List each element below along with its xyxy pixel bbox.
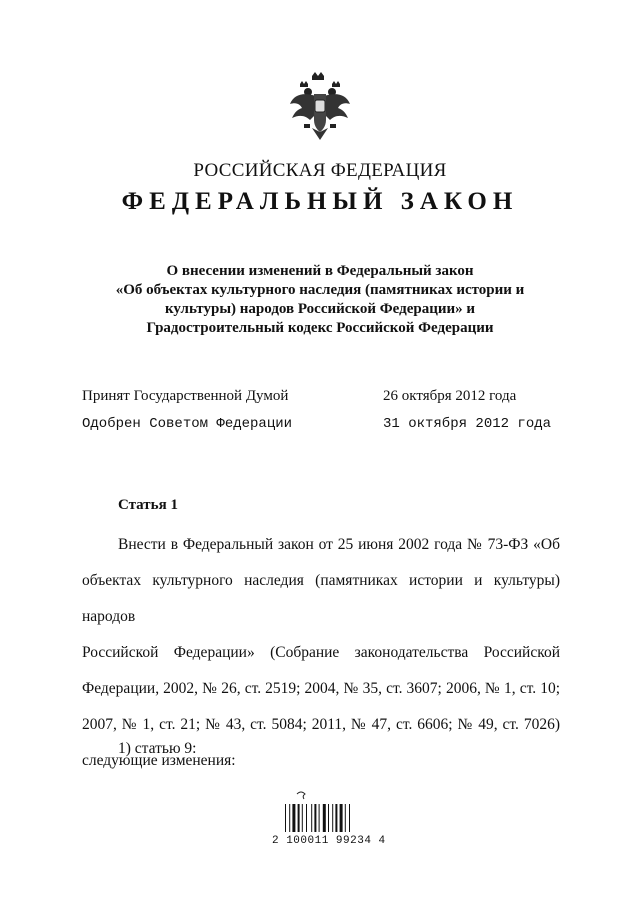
approved-council-label: Одобрен Советом Федерации (82, 416, 293, 432)
law-type: ФЕДЕРАЛЬНЫЙ ЗАКОН (121, 188, 519, 215)
law-title (95, 262, 545, 338)
article-line: объектах культурного наследия (памятниках истории и культуры) народов (82, 572, 560, 625)
law-title-line: культуры) народов Российской Федерации» и (164, 301, 476, 317)
article-line: Федерации, 2002, № 26, ст. 2519; 2004, № 35, ст. 3607; 2006, № 1, ст. 10; (82, 680, 560, 697)
law-title-line: О внесении изменений в Федеральный закон (166, 263, 474, 279)
approved-council-date: 31 октября 2012 года (383, 416, 552, 432)
article-line: Российской Федерации» (Собрание законодательства Российской (82, 644, 560, 661)
adopted-duma-date: 26 октября 2012 года (383, 388, 517, 404)
barcode-number: 2 100011 99234 4 (272, 835, 386, 847)
article-line: 2007, № 1, ст. 21; № 43, ст. 5084; 2011, № 47, ст. 6606; № 49, ст. 7026) (82, 716, 560, 733)
article-heading: Статья 1 (118, 497, 178, 513)
article-line: следующие изменения: (82, 752, 236, 769)
russian-coat-of-arms-icon (286, 70, 354, 144)
country-name: РОССИЙСКАЯ ФЕДЕРАЦИЯ (193, 160, 447, 181)
list-item: 1) статью 9: (118, 740, 197, 757)
article-line: Внести в Федеральный закон от 25 июня 2002 года № 73-ФЗ «Об (118, 536, 560, 553)
adopted-duma-label: Принят Государственной Думой (82, 388, 289, 404)
law-title-line: «Об объектах культурного наследия (памятниках истории и (115, 282, 525, 298)
law-title-line: Градостроительный кодекс Российской Федерации (146, 320, 494, 336)
